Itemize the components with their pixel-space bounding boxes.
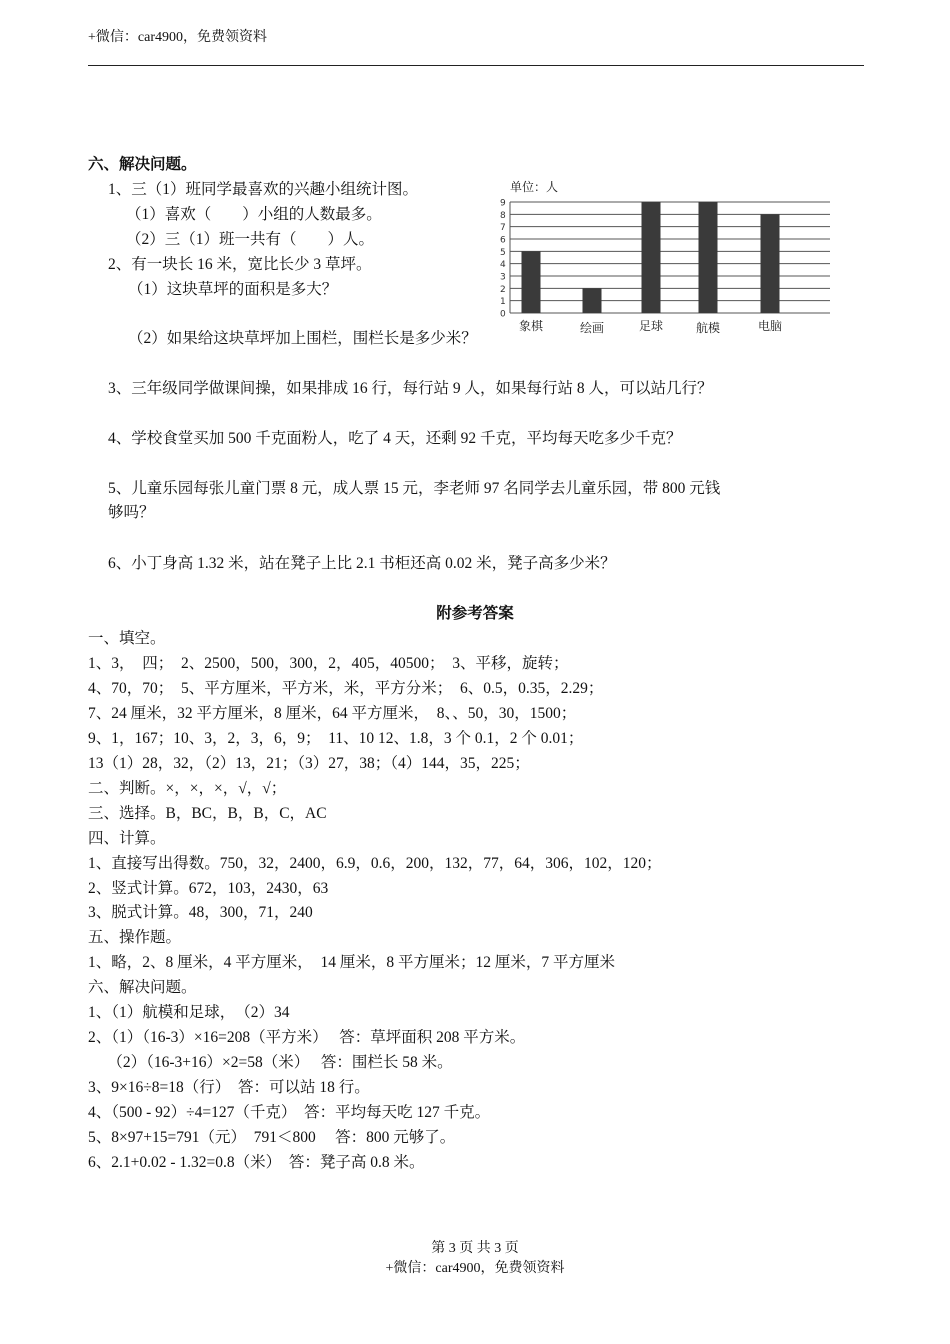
q2-sub2: （2）如果给这块草坪加上围栏，围栏长是多少米？ bbox=[128, 330, 477, 347]
answer-line: 4、（500 - 92）÷4=127（千克） 答：平均每天吃 127 千克。 bbox=[88, 1104, 491, 1122]
x-category-label: 足球 bbox=[638, 319, 664, 333]
footer-watermark: +微信：car4900，免费领资料 bbox=[385, 1261, 565, 1276]
answer-line: 13（1）28，32，（2）13，21；（3）27，38；（4）144，35，225； bbox=[88, 754, 530, 772]
x-category-label: 航模 bbox=[695, 321, 721, 335]
y-tick-label: 4 bbox=[500, 260, 506, 271]
q3: 3、三年级同学做课间操，如果排成 16 行，每行站 9 人，如果每行站 8 人，可以站几行？ bbox=[108, 380, 713, 397]
bar-4 bbox=[699, 202, 718, 313]
section6-title: 六、解决问题。 bbox=[88, 156, 197, 173]
answer-line: 四、计算。 bbox=[88, 829, 166, 847]
y-tick-label: 6 bbox=[500, 235, 506, 246]
answer-line: 1、略，2、8 厘米，4 平方厘米， 14 厘米，8 平方厘米；12 厘米，7 平方厘米 bbox=[88, 954, 616, 972]
page-number: 第 3 页 共 3 页 bbox=[431, 1241, 519, 1256]
header-watermark: +微信：car4900，免费领资料 bbox=[88, 30, 267, 45]
chart-title: 单位：人 bbox=[510, 180, 559, 194]
answer-line: 5、8×97+15=791（元） 791＜800 答：800 元够了。 bbox=[88, 1129, 456, 1146]
q1-sub2: （2）三（1）班一共有（ ）人。 bbox=[126, 231, 375, 248]
answer-line: 9、1，167；10、3，2，3，6，9； 11、10 12、1.8，3 个 0.1，2 个 0.01； bbox=[88, 729, 584, 747]
bar-5 bbox=[761, 214, 780, 313]
answer-line: 1、直接写出得数。750，32，2400，6.9，0.6，200，132，77，64，306，102，120； bbox=[88, 854, 662, 872]
answer-line: 2、竖式计算。672，103，2430，63 bbox=[88, 879, 329, 897]
q1-stem: 1、三（1）班同学最喜欢的兴趣小组统计图。 bbox=[108, 181, 419, 198]
y-tick-label: 0 bbox=[500, 309, 506, 320]
q2-stem: 2、有一块长 16 米，宽比长少 3 草坪。 bbox=[108, 256, 372, 273]
q5-line2: 够吗？ bbox=[108, 504, 155, 521]
answer-line: 2、（1）（16-3）×16=208（平方米） 答：草坪面积 208 平方米。 bbox=[88, 1029, 526, 1047]
answers-title: 附参考答案 bbox=[436, 605, 514, 622]
answer-line: （2）（16-3+16）×2=58（米） 答：围栏长 58 米。 bbox=[88, 1054, 453, 1072]
q4: 4、学校食堂买加 500 千克面粉人，吃了 4 天，还剩 92 千克，平均每天吃多少千克？ bbox=[108, 430, 682, 447]
bar-3 bbox=[642, 202, 661, 313]
answer-line: 6、2.1+0.02 - 1.32=0.8（米） 答：凳子高 0.8 米。 bbox=[88, 1153, 425, 1171]
y-tick-label: 1 bbox=[500, 297, 506, 308]
answer-line: 五、操作题。 bbox=[88, 929, 182, 947]
y-tick-label: 3 bbox=[500, 272, 506, 283]
y-tick-label: 9 bbox=[500, 198, 506, 209]
answer-line: 三、选择。B，BC，B，B，C，AC bbox=[88, 804, 327, 822]
q5-line1: 5、儿童乐园每张儿童门票 8 元，成人票 15 元，李老师 97 名同学去儿童乐园，带 800 元钱 bbox=[108, 480, 721, 497]
bar-1 bbox=[522, 251, 541, 313]
answer-line: 二、判断。×，×，×，√，√； bbox=[88, 779, 287, 797]
x-category-label: 绘画 bbox=[579, 321, 605, 335]
answer-line: 3、脱式计算。48，300，71，240 bbox=[88, 904, 313, 922]
answer-line: 7、24 厘米，32 平方厘米，8 厘米，64 平方厘米， 8、、50，30，1500； bbox=[88, 704, 577, 722]
header-rule bbox=[88, 65, 864, 66]
y-tick-label: 7 bbox=[500, 223, 506, 234]
answer-line: 一、填空。 bbox=[88, 630, 166, 647]
q6: 6、小丁身高 1.32 米，站在凳子上比 2.1 书柜还高 0.02 米，凳子高多少米？ bbox=[108, 555, 616, 572]
answer-line: 3、9×16÷8=18（行） 答：可以站 18 行。 bbox=[88, 1079, 370, 1097]
y-tick-label: 8 bbox=[500, 210, 506, 221]
x-category-label: 电脑 bbox=[757, 319, 783, 333]
y-tick-label: 5 bbox=[500, 247, 506, 258]
answer-line: 4、70，70； 5、平方厘米，平方米，米，平方分米； 6、0.5，0.35，2.29； bbox=[88, 679, 604, 697]
answer-line: 六、解决问题。 bbox=[88, 979, 197, 997]
bar-2 bbox=[583, 288, 602, 313]
q2-sub1: （1）这块草坪的面积是多大？ bbox=[128, 281, 338, 298]
y-tick-label: 2 bbox=[500, 284, 506, 295]
answer-line: 1、（1）航模和足球， （2）34 bbox=[88, 1004, 290, 1022]
q1-sub1: （1）喜欢（ ）小组的人数最多。 bbox=[126, 206, 382, 223]
interest-group-bar-chart bbox=[492, 170, 842, 340]
x-category-label: 象棋 bbox=[518, 319, 544, 333]
answer-line: 1、3， 四； 2、2500，500，300，2，405，40500； 3、平移，旋转； bbox=[88, 654, 569, 672]
